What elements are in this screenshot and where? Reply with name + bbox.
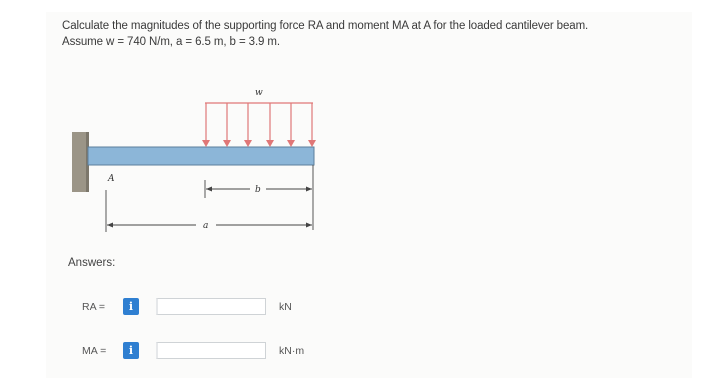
dimension-a xyxy=(106,190,312,232)
wall-support xyxy=(72,132,88,192)
problem-text-line-1: Calculate the magnitudes of the supporting force RA and moment MA at A for the loaded cantilever beam. xyxy=(62,20,589,32)
ra-unit: kN xyxy=(279,301,292,313)
ma-unit: kN·m xyxy=(279,345,305,357)
label-A: A xyxy=(108,174,115,184)
beam xyxy=(88,147,314,165)
answer-row-ra xyxy=(0,298,720,318)
label-a: a xyxy=(203,221,209,231)
label-b: b xyxy=(255,185,261,195)
label-w: w xyxy=(255,88,263,98)
ra-label: RA = xyxy=(82,301,106,313)
ma-input[interactable] xyxy=(156,342,266,359)
dimension-b xyxy=(205,165,313,230)
ma-label: MA = xyxy=(82,345,107,357)
load-arrows xyxy=(202,103,316,147)
load-arrow xyxy=(202,103,210,147)
problem-text-line-2: Assume w = 740 N/m, a = 6.5 m, b = 3.9 m. xyxy=(62,36,281,48)
answer-row-ma xyxy=(0,342,720,362)
load-arrow xyxy=(266,103,274,147)
load-arrow xyxy=(308,103,316,147)
ra-input[interactable] xyxy=(156,298,266,315)
answers-heading: Answers: xyxy=(68,257,116,269)
load-arrow xyxy=(287,103,295,147)
info-icon[interactable]: i xyxy=(123,342,139,359)
info-icon[interactable]: i xyxy=(123,298,139,315)
load-arrow xyxy=(223,103,231,147)
load-arrow xyxy=(244,103,252,147)
